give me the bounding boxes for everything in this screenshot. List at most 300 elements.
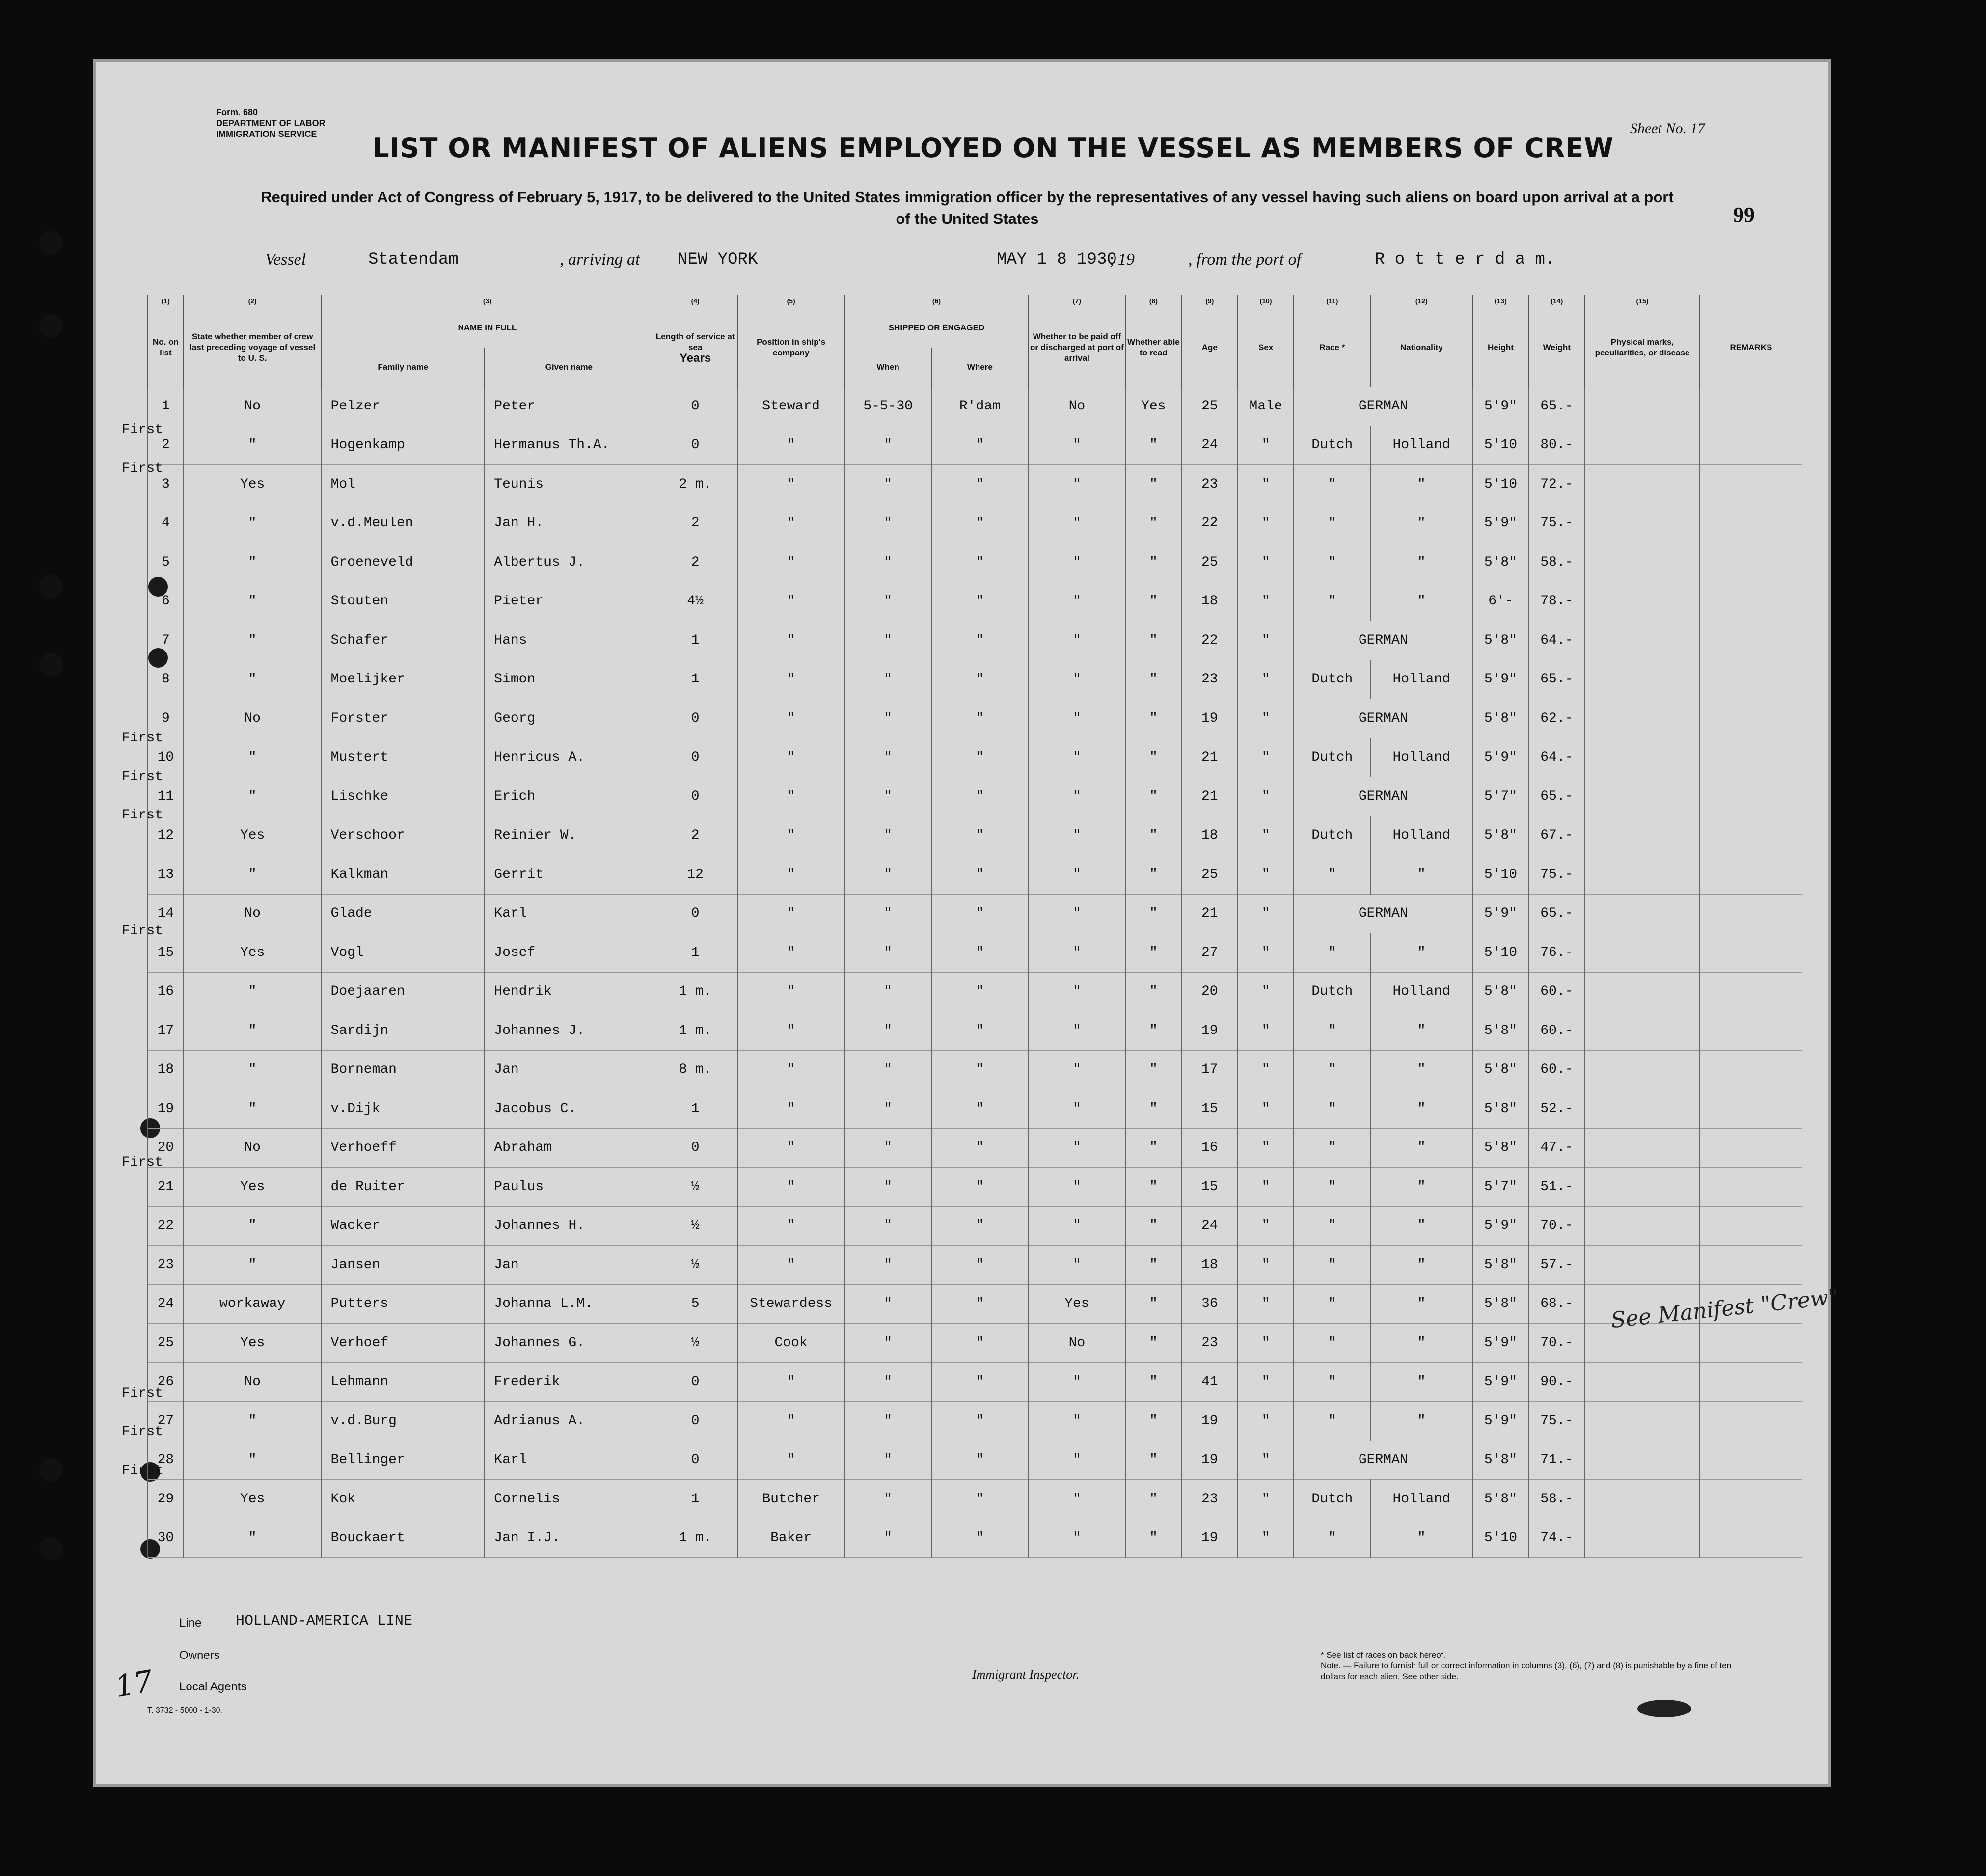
inspector-label: Immigrant Inspector. xyxy=(972,1667,1080,1682)
cell-when: " xyxy=(844,1480,931,1519)
cell-paid: " xyxy=(1029,1168,1126,1207)
col-number: (7) xyxy=(1029,295,1126,308)
cell-service: 2 xyxy=(653,543,737,582)
cell-prev: Yes xyxy=(184,1480,322,1519)
cell-family: v.d.Meulen xyxy=(322,504,485,543)
cell-no: 8 xyxy=(148,660,184,699)
table-row xyxy=(148,621,1802,660)
table-row xyxy=(148,1089,1802,1129)
cell-paid: " xyxy=(1029,504,1126,543)
cell-when: " xyxy=(844,894,931,933)
cell-physical-marks xyxy=(1585,1480,1700,1519)
binder-hole xyxy=(39,1537,63,1560)
cell-service: ½ xyxy=(653,1324,737,1363)
col-number: (6) xyxy=(844,295,1028,308)
cell-service: 1 m. xyxy=(653,1011,737,1051)
cell-position: " xyxy=(737,465,844,504)
cell-given: Reinier W. xyxy=(485,816,653,855)
note-penalty: Note. — Failure to furnish full or correct information in columns (3), (6), (7) and (8) is punishable by a fine of ten dollars for each alien. See other side. xyxy=(1321,1661,1732,1681)
cell-when: " xyxy=(844,1362,931,1402)
cell-when: " xyxy=(844,777,931,816)
cell-weight: 58.- xyxy=(1529,543,1585,582)
cell-age: 19 xyxy=(1182,1402,1238,1441)
cell-position: " xyxy=(737,1050,844,1089)
table-header xyxy=(148,295,1802,387)
cell-read: " xyxy=(1125,933,1181,973)
cell-position: " xyxy=(737,1246,844,1285)
cell-age: 25 xyxy=(1182,543,1238,582)
cell-age: 18 xyxy=(1182,1246,1238,1285)
cell-when: " xyxy=(844,1519,931,1558)
header-no-on-list: No. on list xyxy=(148,308,184,387)
cell-age: 23 xyxy=(1182,465,1238,504)
table-row xyxy=(148,1402,1802,1441)
arrival-port: NEW YORK xyxy=(678,250,758,269)
cell-weight: 67.- xyxy=(1529,816,1585,855)
cell-service: 0 xyxy=(653,894,737,933)
years-label: Years xyxy=(680,352,711,365)
cell-age: 22 xyxy=(1182,621,1238,660)
cell-nat: " xyxy=(1370,1324,1472,1363)
cell-physical-marks xyxy=(1585,816,1700,855)
cell-prev: " xyxy=(184,1246,322,1285)
cell-read: " xyxy=(1125,426,1181,465)
cell-remarks xyxy=(1700,621,1802,660)
cell-age: 23 xyxy=(1182,1480,1238,1519)
cell-prev: " xyxy=(184,543,322,582)
header-given-name: Given name xyxy=(485,348,653,387)
cell-position: " xyxy=(737,972,844,1011)
cell-when: " xyxy=(844,1402,931,1441)
cell-read: " xyxy=(1125,1089,1181,1129)
cell-position: Steward xyxy=(737,387,844,426)
cell-race: " xyxy=(1294,1519,1370,1558)
cell-prev: No xyxy=(184,699,322,738)
cell-given: Gerrit xyxy=(485,855,653,895)
first-marker: First xyxy=(122,923,163,939)
cell-age: 19 xyxy=(1182,699,1238,738)
cell-remarks xyxy=(1700,387,1802,426)
cell-no: 9 xyxy=(148,699,184,738)
cell-height: 5'10 xyxy=(1472,1519,1528,1558)
cell-paid: " xyxy=(1029,426,1126,465)
col-number: (11) xyxy=(1294,295,1370,308)
cell-where: " xyxy=(931,1324,1029,1363)
cell-age: 15 xyxy=(1182,1168,1238,1207)
cell-read: " xyxy=(1125,699,1181,738)
cell-no: 10 xyxy=(148,738,184,777)
print-code: T. 3732 - 5000 - 1-30. xyxy=(147,1706,222,1714)
cell-remarks xyxy=(1700,504,1802,543)
cell-age: 21 xyxy=(1182,894,1238,933)
cell-when: 5-5-30 xyxy=(844,387,931,426)
binder-hole xyxy=(39,231,63,254)
cell-prev: " xyxy=(184,777,322,816)
cell-prev: " xyxy=(184,1050,322,1089)
first-marker: First xyxy=(122,808,163,823)
col-number: (12) xyxy=(1370,295,1472,308)
cell-service: 2 xyxy=(653,504,737,543)
cell-given: Jan H. xyxy=(485,504,653,543)
cell-where: " xyxy=(931,1284,1029,1324)
cell-remarks xyxy=(1700,738,1802,777)
cell-position: Butcher xyxy=(737,1480,844,1519)
cell-read: " xyxy=(1125,855,1181,895)
cell-when: " xyxy=(844,1441,931,1480)
cell-given: Pieter xyxy=(485,582,653,621)
service-name: IMMIGRATION SERVICE xyxy=(216,129,317,139)
header-when: When xyxy=(844,348,931,387)
cell-nat: " xyxy=(1370,1362,1472,1402)
cell-remarks xyxy=(1700,1519,1802,1558)
cell-where: " xyxy=(931,1402,1029,1441)
cell-where: " xyxy=(931,972,1029,1011)
cell-physical-marks xyxy=(1585,1362,1700,1402)
cell-sex: " xyxy=(1238,621,1294,660)
cell-weight: 70.- xyxy=(1529,1206,1585,1246)
cell-read: " xyxy=(1125,1519,1181,1558)
header-position: Position in ship's company xyxy=(737,308,844,387)
table-row xyxy=(148,972,1802,1011)
cell-paid: " xyxy=(1029,1402,1126,1441)
cell-weight: 52.- xyxy=(1529,1089,1585,1129)
cell-paid: " xyxy=(1029,699,1126,738)
cell-height: 5'10 xyxy=(1472,426,1528,465)
cell-no: 24 xyxy=(148,1284,184,1324)
cell-service: 1 xyxy=(653,1480,737,1519)
cell-age: 18 xyxy=(1182,582,1238,621)
cell-when: " xyxy=(844,1168,931,1207)
cell-weight: 65.- xyxy=(1529,894,1585,933)
cell-read: " xyxy=(1125,621,1181,660)
cell-when: " xyxy=(844,543,931,582)
cell-service: 12 xyxy=(653,855,737,895)
cell-position: " xyxy=(737,504,844,543)
department-name: DEPARTMENT OF LABOR xyxy=(216,118,326,128)
col-number: (1) xyxy=(148,295,184,308)
cell-nat: Holland xyxy=(1370,816,1472,855)
cell-age: 41 xyxy=(1182,1362,1238,1402)
cell-weight: 75.- xyxy=(1529,855,1585,895)
table-row xyxy=(148,1011,1802,1051)
cell-race: " xyxy=(1294,1362,1370,1402)
cell-family: Verhoeff xyxy=(322,1128,485,1168)
cell-where: " xyxy=(931,426,1029,465)
cell-race: GERMAN xyxy=(1294,621,1472,660)
cell-weight: 80.- xyxy=(1529,426,1585,465)
cell-height: 5'10 xyxy=(1472,465,1528,504)
cell-height: 5'10 xyxy=(1472,933,1528,973)
cell-age: 15 xyxy=(1182,1089,1238,1129)
cell-when: " xyxy=(844,582,931,621)
cell-paid: No xyxy=(1029,387,1126,426)
cell-paid: " xyxy=(1029,738,1126,777)
cell-family: v.d.Burg xyxy=(322,1402,485,1441)
cell-family: Kok xyxy=(322,1480,485,1519)
cell-paid: " xyxy=(1029,465,1126,504)
table-row xyxy=(148,1168,1802,1207)
cell-physical-marks xyxy=(1585,582,1700,621)
local-agents-label: Local Agents xyxy=(179,1680,247,1693)
cell-paid: " xyxy=(1029,777,1126,816)
cell-read: " xyxy=(1125,1402,1181,1441)
cell-service: 1 xyxy=(653,1089,737,1129)
cell-race: GERMAN xyxy=(1294,1441,1472,1480)
col-number: (2) xyxy=(184,295,322,308)
cell-race: " xyxy=(1294,1402,1370,1441)
cell-no: 27 xyxy=(148,1402,184,1441)
cell-position: " xyxy=(737,1011,844,1051)
cell-no: 5 xyxy=(148,543,184,582)
cell-nat: " xyxy=(1370,1089,1472,1129)
cell-family: Hogenkamp xyxy=(322,426,485,465)
header-previous-voyage: State whether member of crew last preceding voyage of vessel to U. S. xyxy=(184,308,322,387)
cell-family: Lischke xyxy=(322,777,485,816)
cell-family: Kalkman xyxy=(322,855,485,895)
cell-when: " xyxy=(844,855,931,895)
cell-nat: " xyxy=(1370,1011,1472,1051)
cell-when: " xyxy=(844,660,931,699)
cell-when: " xyxy=(844,1284,931,1324)
cell-read: " xyxy=(1125,543,1181,582)
cell-age: 21 xyxy=(1182,777,1238,816)
cell-no: 3 xyxy=(148,465,184,504)
cell-weight: 60.- xyxy=(1529,1011,1585,1051)
cell-where: " xyxy=(931,1168,1029,1207)
cell-physical-marks xyxy=(1585,543,1700,582)
cell-age: 17 xyxy=(1182,1050,1238,1089)
cell-prev: " xyxy=(184,738,322,777)
cell-position: " xyxy=(737,660,844,699)
table-row xyxy=(148,426,1802,465)
cell-height: 5'8" xyxy=(1472,699,1528,738)
cell-nat: " xyxy=(1370,1402,1472,1441)
cell-physical-marks xyxy=(1585,777,1700,816)
cell-read: " xyxy=(1125,1011,1181,1051)
cell-service: ½ xyxy=(653,1168,737,1207)
col-number: (9) xyxy=(1182,295,1238,308)
cell-read: " xyxy=(1125,1284,1181,1324)
cell-physical-marks xyxy=(1585,738,1700,777)
cell-weight: 62.- xyxy=(1529,699,1585,738)
cell-race: GERMAN xyxy=(1294,699,1472,738)
page-title: LIST OR MANIFEST OF ALIENS EMPLOYED ON THE VESSEL AS MEMBERS OF CREW xyxy=(372,133,1614,163)
cell-physical-marks xyxy=(1585,504,1700,543)
cell-remarks xyxy=(1700,1089,1802,1129)
cell-sex: " xyxy=(1238,660,1294,699)
footer-notes xyxy=(1321,1650,1753,1682)
cell-family: Bellinger xyxy=(322,1441,485,1480)
cell-sex: " xyxy=(1238,1284,1294,1324)
cell-where: " xyxy=(931,1519,1029,1558)
cell-where: " xyxy=(931,933,1029,973)
cell-height: 5'8" xyxy=(1472,1441,1528,1480)
cell-height: 5'8" xyxy=(1472,1050,1528,1089)
cell-paid: " xyxy=(1029,1128,1126,1168)
cell-race: Dutch xyxy=(1294,816,1370,855)
table-row xyxy=(148,894,1802,933)
table-row xyxy=(148,777,1802,816)
cell-height: 5'9" xyxy=(1472,1402,1528,1441)
cell-given: Teunis xyxy=(485,465,653,504)
header-age: Age xyxy=(1182,308,1238,387)
cell-physical-marks xyxy=(1585,1168,1700,1207)
cell-prev: " xyxy=(184,621,322,660)
cell-when: " xyxy=(844,972,931,1011)
cell-given: Jan I.J. xyxy=(485,1519,653,1558)
cell-remarks xyxy=(1700,1402,1802,1441)
table-row xyxy=(148,1480,1802,1519)
cell-race: " xyxy=(1294,1246,1370,1285)
cell-when: " xyxy=(844,1128,931,1168)
cell-no: 30 xyxy=(148,1519,184,1558)
cell-nat: " xyxy=(1370,465,1472,504)
cell-remarks xyxy=(1700,1480,1802,1519)
cell-race: " xyxy=(1294,465,1370,504)
cell-position: " xyxy=(737,699,844,738)
cell-given: Simon xyxy=(485,660,653,699)
cell-height: 5'8" xyxy=(1472,972,1528,1011)
cell-remarks xyxy=(1700,543,1802,582)
cell-remarks xyxy=(1700,426,1802,465)
cell-prev: " xyxy=(184,582,322,621)
cell-when: " xyxy=(844,738,931,777)
cell-race: " xyxy=(1294,1206,1370,1246)
cell-service: 8 m. xyxy=(653,1050,737,1089)
table-row xyxy=(148,699,1802,738)
cell-prev: " xyxy=(184,1441,322,1480)
header-family-name: Family name xyxy=(322,348,485,387)
cell-position: Baker xyxy=(737,1519,844,1558)
cell-service: 1 m. xyxy=(653,972,737,1011)
cell-read: " xyxy=(1125,894,1181,933)
col-number xyxy=(1700,295,1802,308)
first-marker: First xyxy=(122,461,163,476)
cell-physical-marks xyxy=(1585,855,1700,895)
cell-weight: 65.- xyxy=(1529,777,1585,816)
cell-prev: " xyxy=(184,972,322,1011)
cell-prev: No xyxy=(184,894,322,933)
cell-no: 19 xyxy=(148,1089,184,1129)
cell-physical-marks xyxy=(1585,426,1700,465)
cell-nat: " xyxy=(1370,543,1472,582)
table-row xyxy=(148,1519,1802,1558)
cell-remarks xyxy=(1700,1011,1802,1051)
cell-service: 0 xyxy=(653,738,737,777)
cell-nat: " xyxy=(1370,582,1472,621)
cell-service: 0 xyxy=(653,699,737,738)
table-row xyxy=(148,738,1802,777)
cell-height: 5'9" xyxy=(1472,1362,1528,1402)
cell-paid: " xyxy=(1029,972,1126,1011)
cell-height: 5'8" xyxy=(1472,816,1528,855)
cell-height: 5'8" xyxy=(1472,1480,1528,1519)
table-row xyxy=(148,1362,1802,1402)
col-number: (4) xyxy=(653,295,737,308)
header-paid-off: Whether to be paid off or discharged at port of arrival xyxy=(1029,308,1126,387)
page-subtitle xyxy=(187,187,1748,230)
cell-sex: " xyxy=(1238,738,1294,777)
cell-where: " xyxy=(931,1128,1029,1168)
cell-where: " xyxy=(931,816,1029,855)
cell-where: " xyxy=(931,855,1029,895)
cell-prev: " xyxy=(184,1011,322,1051)
cell-height: 5'7" xyxy=(1472,1168,1528,1207)
cell-remarks xyxy=(1700,894,1802,933)
cell-age: 16 xyxy=(1182,1128,1238,1168)
cell-family: Jansen xyxy=(322,1246,485,1285)
cell-weight: 60.- xyxy=(1529,1050,1585,1089)
cell-sex: " xyxy=(1238,972,1294,1011)
cell-paid: " xyxy=(1029,1011,1126,1051)
cell-remarks xyxy=(1700,1441,1802,1480)
cell-weight: 76.- xyxy=(1529,933,1585,973)
cell-service: 4½ xyxy=(653,582,737,621)
cell-physical-marks xyxy=(1585,660,1700,699)
cell-prev: workaway xyxy=(184,1284,322,1324)
cell-family: v.Dijk xyxy=(322,1089,485,1129)
cell-height: 5'10 xyxy=(1472,855,1528,895)
cell-age: 24 xyxy=(1182,426,1238,465)
cell-height: 5'8" xyxy=(1472,543,1528,582)
cell-when: " xyxy=(844,699,931,738)
cell-remarks xyxy=(1700,1168,1802,1207)
cell-remarks xyxy=(1700,777,1802,816)
header-remarks: REMARKS xyxy=(1700,308,1802,387)
cell-height: 5'8" xyxy=(1472,1089,1528,1129)
form-number: Form. 680 xyxy=(216,108,258,117)
cell-read: " xyxy=(1125,1168,1181,1207)
cell-no: 25 xyxy=(148,1324,184,1363)
owners-label: Owners xyxy=(179,1649,220,1662)
vessel-name: Statendam xyxy=(368,250,459,269)
cell-read: " xyxy=(1125,1362,1181,1402)
cell-no: 11 xyxy=(148,777,184,816)
cell-family: Borneman xyxy=(322,1050,485,1089)
cell-sex: " xyxy=(1238,1480,1294,1519)
cell-family: Groeneveld xyxy=(322,543,485,582)
cell-age: 23 xyxy=(1182,1324,1238,1363)
cell-sex: " xyxy=(1238,1206,1294,1246)
cell-when: " xyxy=(844,426,931,465)
cell-no: 4 xyxy=(148,504,184,543)
cell-nat: " xyxy=(1370,504,1472,543)
cell-physical-marks xyxy=(1585,1128,1700,1168)
cell-service: 0 xyxy=(653,1362,737,1402)
header-nationality: Nationality xyxy=(1370,308,1472,387)
cell-age: 18 xyxy=(1182,816,1238,855)
cell-sex: " xyxy=(1238,1128,1294,1168)
cell-no: 20 xyxy=(148,1128,184,1168)
cell-read: " xyxy=(1125,1324,1181,1363)
cell-sex: " xyxy=(1238,699,1294,738)
cell-given: Paulus xyxy=(485,1168,653,1207)
cell-height: 5'8" xyxy=(1472,1246,1528,1285)
cell-race: " xyxy=(1294,1284,1370,1324)
cell-paid: " xyxy=(1029,816,1126,855)
first-marker: First xyxy=(122,1386,163,1401)
cell-position: " xyxy=(737,1441,844,1480)
cell-family: Mol xyxy=(322,465,485,504)
cell-position: " xyxy=(737,1362,844,1402)
cell-age: 19 xyxy=(1182,1519,1238,1558)
binder-hole xyxy=(39,653,63,677)
cell-height: 5'9" xyxy=(1472,387,1528,426)
cell-race: " xyxy=(1294,1011,1370,1051)
cell-paid: Yes xyxy=(1029,1284,1126,1324)
cell-family: Pelzer xyxy=(322,387,485,426)
cell-weight: 64.- xyxy=(1529,738,1585,777)
